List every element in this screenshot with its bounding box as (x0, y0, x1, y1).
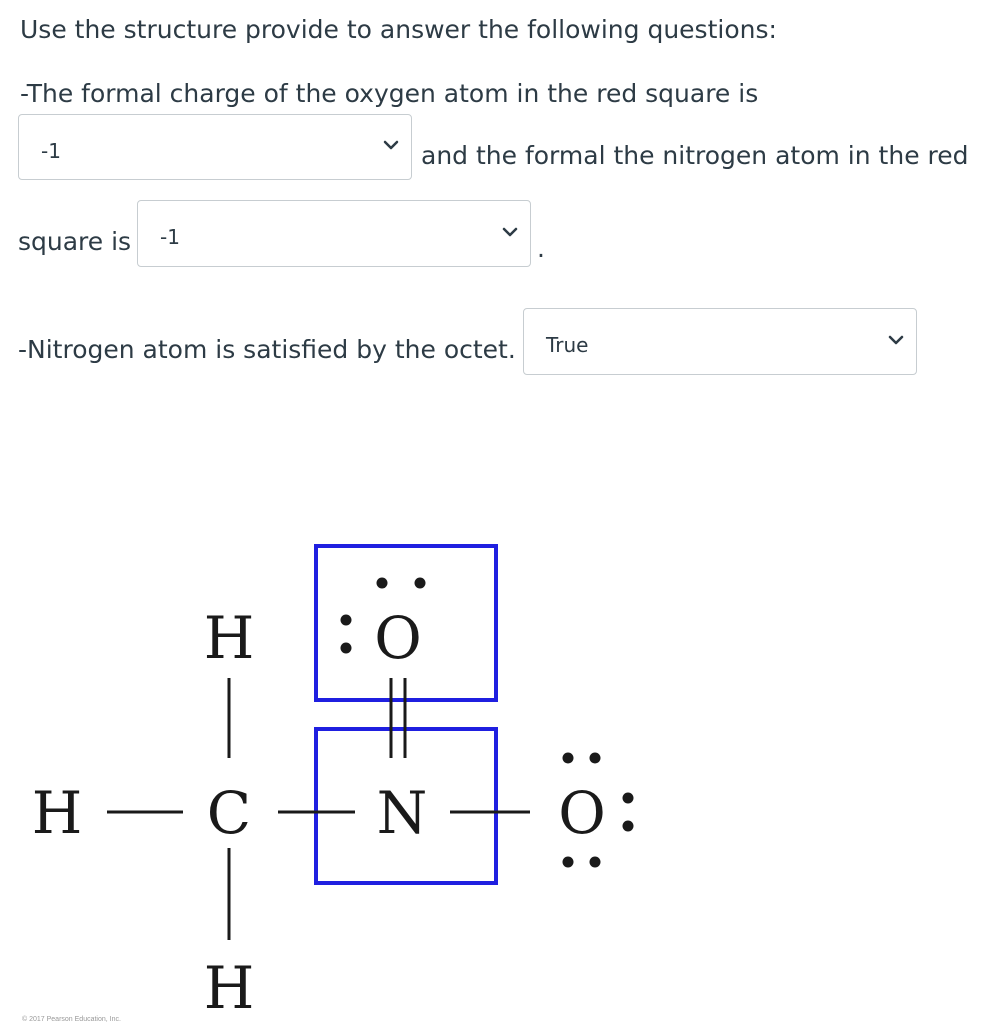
lone-pair-o-right-above (563, 753, 601, 764)
atom-h-bottom: H (203, 954, 255, 1022)
oxygen-charge-select[interactable] (18, 114, 412, 180)
lone-pair-o-top-above (377, 578, 426, 589)
atom-nitrogen: N (376, 779, 428, 847)
atom-h-left: H (31, 779, 83, 847)
nitrogen-charge-select[interactable] (137, 200, 531, 267)
lewis-structure (0, 530, 988, 1024)
lone-pair-o-right-below (563, 857, 601, 868)
intro-text: Use the structure provide to answer the following questions: (20, 15, 777, 44)
chevron-down-icon (888, 335, 904, 345)
lone-pair-o-right-side (623, 793, 634, 832)
atom-carbon: C (206, 779, 252, 847)
octet-value: True (546, 333, 589, 357)
chevron-down-icon (502, 227, 518, 237)
question1-line3: square is (18, 227, 132, 256)
question1-period: . (537, 234, 545, 263)
octet-select[interactable] (523, 308, 917, 375)
copyright-text: © 2017 Pearson Education, Inc. (22, 1016, 121, 1023)
chevron-down-icon (383, 140, 399, 150)
atom-h-top: H (203, 604, 255, 672)
atom-oxygen-top: O (374, 604, 422, 672)
question1-line1: -The formal charge of the oxygen atom in the red square is (20, 79, 759, 108)
nitrogen-charge-value: -1 (160, 225, 180, 249)
lone-pair-o-top-left (341, 615, 352, 654)
question2-text: -Nitrogen atom is satisfied by the octet. (18, 335, 516, 364)
oxygen-charge-value: -1 (41, 139, 61, 163)
atom-oxygen-right: O (558, 779, 606, 847)
question1-line2: and the formal the nitrogen atom in the red (421, 141, 969, 170)
